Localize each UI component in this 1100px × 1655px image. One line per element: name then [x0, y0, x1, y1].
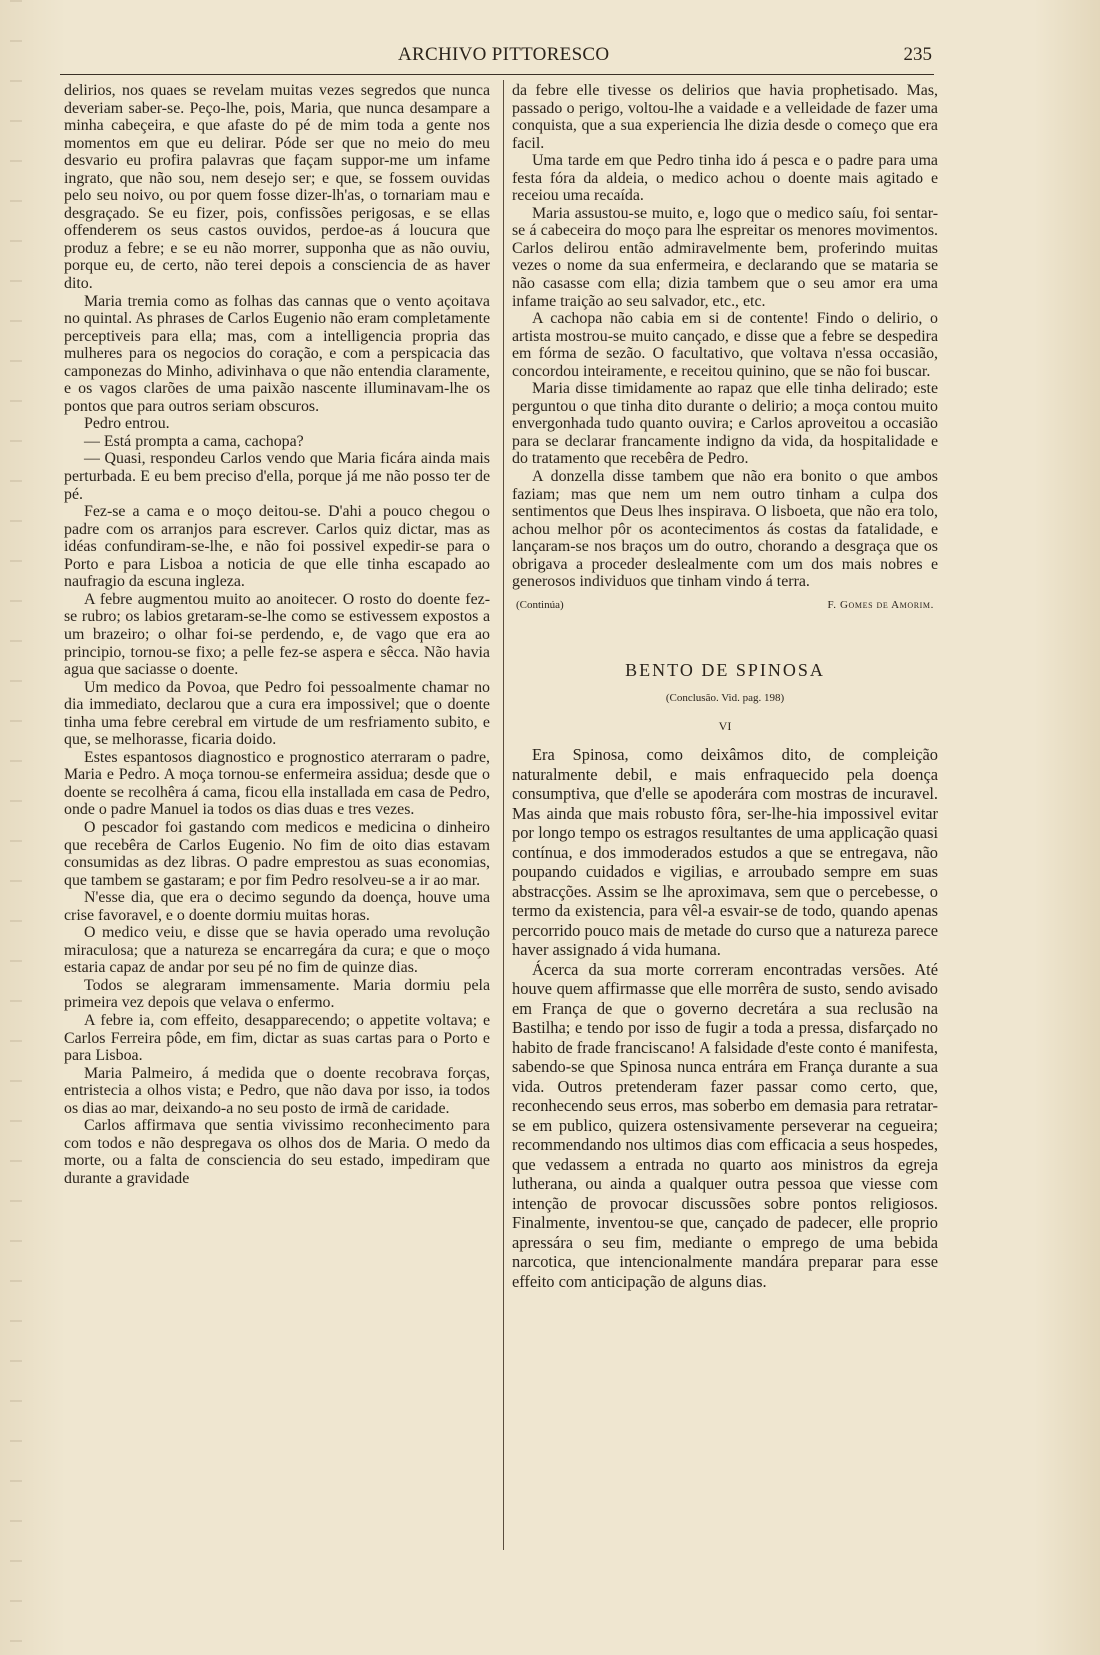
paragraph: Maria disse timidamente ao rapaz que elle tinha delirado; este perguntou o que tinha dito durante o delirio; a moça contou muito envergonhada tudo quanto ouvira; e Carlos aproveitou a occasião para se declarar francamente indigno da vida, da hospitalidade e do tratamento que recebêra de Pedro.	[512, 380, 938, 468]
column-divider	[503, 80, 504, 1550]
section-number: VI	[718, 718, 732, 733]
paragraph: Maria Palmeiro, á medida que o doente recobrava forças, entristecia a olhos vista; e Pedro, que não dava por isso, ia todos os dias ao mar, deixando-a no seu posto de irmã de caridade.	[64, 1064, 490, 1117]
paragraph: Uma tarde em que Pedro tinha ido á pesca e o padre para uma festa fóra da aldeia, o medico achou o doente mais agitado e receiou uma recaída.	[512, 152, 938, 205]
section-title: BENTO DE SPINOSA	[625, 660, 825, 681]
paragraph: Pedro entrou.	[84, 415, 170, 433]
continua-note: (Continúa)	[516, 598, 564, 611]
paragraph: da febre elle tivesse os delirios que havia prophetisado. Mas, passado o perigo, voltou-lhe a vaidade e a velleidade de fazer uma conquista, que a sua experiencia lhe dizia desde o começo que era facil.	[512, 82, 938, 152]
right-column	[512, 82, 938, 1291]
section-subtitle: (Conclusão. Vid. pag. 198)	[665, 691, 785, 704]
page-number: 235	[903, 44, 932, 65]
paragraph: — Quasi, respondeu Carlos vendo que Maria ficára ainda mais perturbada. E eu bem preciso d'ella, porque já me não posso ter de pé.	[64, 450, 490, 503]
paragraph: Era Spinosa, como deixâmos dito, de compleição naturalmente debil, e mais enfraquecido pela doença consumptiva, que d'elle se apoderára com mostras de incuravel. Mas ainda que mais robusto fôra, ser-lhe-hia impossivel evitar por longo tempo os estragos resultantes de uma applicação quasi contínua, e dos immoderados estudos a que se entregava, não poupando cuidados e vigilias, e arroubado sempre em suas abstracções. Assim se lhe aproximava, sem que o percebesse, o termo da existencia, para vêl-a esvair-se de todo, quando apenas percorrido pouco mais de metade do curso que a natureza parece haver assignado á vida humana.	[512, 745, 938, 960]
paragraph: Todos se alegraram immensamente. Maria dormiu pela primeira vez depois que velava o enfermo.	[64, 976, 490, 1012]
page-edge	[10, 0, 22, 1655]
running-title: ARCHIVO PITTORESCO	[398, 44, 610, 65]
paragraph: A febre augmentou muito ao anoitecer. O rosto do doente fez-se rubro; os labios gretaram-se-lhe como se estivessem expostos a um brazeiro; o olhar foi-se perdendo, e, de vago que era ao principio, tornou-se fixo; a pelle fez-se aspera e sêcca. Não havia agua que saciasse o doente.	[64, 590, 490, 679]
paragraph: Estes espantosos diagnostico e prognostico aterraram o padre, Maria e Pedro. A moça tornou-se enfermeira assidua; desde que o doente se recolhêra á cama, ficou ella installada em casa de Pedro, onde o padre Manuel ia todos os dias duas e tres vezes.	[64, 748, 490, 819]
paragraph: Fez-se a cama e o moço deitou-se. D'ahi a pouco chegou o padre com os arranjos para escrever. Carlos quiz dictar, mas as idéas confundiram-se-lhe, e não foi possivel expedir-se para o Porto e para Lisboa a noticia de que elle tinha escapado ao naufragio da escuna ingleza.	[64, 503, 490, 591]
author-name: F. Gomes de Amorim.	[827, 598, 934, 611]
paragraph: A donzella disse tambem que não era bonito o que ambos faziam; mas que nem um nem outro tinham a culpa dos sentimentos que Deus lhes inspirava. O lisboeta, que não era tolo, achou melhor pôr os acontecimentos ás costas da fatalidade, e lançaram-se nos braços um do outro, chorando a desgraça que os obrigava a proceder deslealmente com um dos mais nobres e generosos individuos que tinham vindo á terra.	[512, 468, 938, 591]
header-rule	[60, 74, 934, 75]
paragraph: O pescador foi gastando com medicos e medicina o dinheiro que recebêra de Carlos Eugenio. No fim de oito dias estavam consumidas as dez libras. O padre emprestou as suas economias, que tambem se gastaram; e por fim Pedro resolveu-se a ir ao mar.	[64, 818, 490, 889]
paragraph: N'esse dia, que era o decimo segundo da doença, houve uma crise favoravel, e o doente dormiu muitas horas.	[64, 889, 490, 924]
left-column	[64, 82, 490, 1187]
article-signature	[512, 597, 938, 615]
paragraph: Maria assustou-se muito, e, logo que o medico saíu, foi sentar-se á cabeceira do moço para lhe espreitar os menores movimentos. Carlos delirou então admiravelmente bem, proferindo muitas vezes o nome da sua enfermeira, e declarando que se mataria se não casasse com ella; dizia tambem que o seu amor era uma infame traição ao seu salvador, etc., etc.	[512, 204, 938, 310]
section-body	[512, 745, 938, 1291]
paragraph: Maria tremia como as folhas das cannas que o vento açoitava no quintal. As phrases de Carlos Eugenio não eram completamente perceptiveis para ella; mas, com a intelligencia propria das mulheres para os negocios do coração, e com a perspicacia das camponezas do Minho, adivinhava o que não entendia claramente, e os vagos clarões de uma paixão nascente illuminavam-lhe os pontos que para outros seriam obscuros.	[64, 292, 490, 415]
page-header	[58, 44, 932, 72]
paragraph: Ácerca da sua morte correram encontradas versões. Até houve quem affirmasse que elle morrêra de susto, sendo avisado em França de que o governo decretára a sua reclusão na Bastilha; e tendo por isso de fugir a toda a pressa, disfarçado no habito de frade franciscano! A falsidade d'este conto é manifesta, sabendo-se que Spinosa nunca entrára em França durante a sua vida. Outros pretenderam fazer passar como certo, que, reconhecendo seus erros, mas soberbo em demasia para retratar-se em publico, quizera ostensivamente perseverar na cegueira; recommendando nos ultimos dias com efficacia a seus hospedes, que vedassem a entrada no quarto aos ministros da egreja lutherana, ou ainda a qualquer outra pessoa que viesse com intenção de provocar discussões sobre pontos religiosos. Finalmente, inventou-se que, cançado de padecer, elle proprio apressára o seu fim, mediante o emprego de uma bebida narcotica, que intencionalmente mandára preparar para esse effeito com anticipação de alguns dias.	[512, 959, 938, 1291]
paragraph: A cachopa não cabia em si de contente! Findo o delirio, o artista mostrou-se muito cançado, e disse que a febre se despedira em fórma de sezão. O facultativo, que voltava n'essa occasião, concordou inteiramente, e receitou quinino, que se não foi buscar.	[512, 310, 938, 380]
paragraph: Carlos affirmava que sentia vivissimo reconhecimento para com todos e não despregava os olhos dos de Maria. O medo da morte, ou a falta de consciencia do seu estado, impediram que durante a gravidade	[64, 1117, 490, 1187]
paragraph: delirios, nos quaes se revelam muitas vezes segredos que nunca deveriam saber-se. Peço-lhe, pois, Maria, que nunca desampare a minha cabeçeira, e que afaste do pé de mim toda a gente nos momentos em que eu delirar. Póde ser que no meio do meu desvario eu profira palavras que façam suppor-me um infame ingrato, que não sou, nem desejo ser; e que, se fossem ouvidas pelo seu noivo, ou por quem fosse dizer-lh'as, o tornariam mau e desgraçado. Se eu fizer, pois, confissões perigosas, e se ellas offenderem os seus castos ouvidos, perdoe-as á loucura que produz a febre; e se eu não morrer, supponha que as não ouviu, porque eu, de certo, não terei depois a consciencia de as haver dito.	[64, 82, 490, 293]
paragraph: A febre ia, com effeito, desapparecendo; o appetite voltava; e Carlos Ferreira pôde, em fim, dictar as suas cartas para o Porto e para Lisboa.	[64, 1011, 490, 1065]
paragraph: — Está prompta a cama, cachopa?	[84, 432, 304, 450]
paragraph: O medico veiu, e disse que se havia operado uma revolução miraculosa; que a natureza se encarregára da cura; e que o moço estaria capaz de andar por seu pé no fim de quinze dias.	[64, 924, 490, 977]
paragraph: Um medico da Povoa, que Pedro foi pessoalmente chamar no dia immediato, declarou que a cura era impossivel; que o doente tinha uma febre cerebral em virtude de um resfriamento subito, e que, se melhorasse, ficaria doido.	[64, 678, 490, 749]
